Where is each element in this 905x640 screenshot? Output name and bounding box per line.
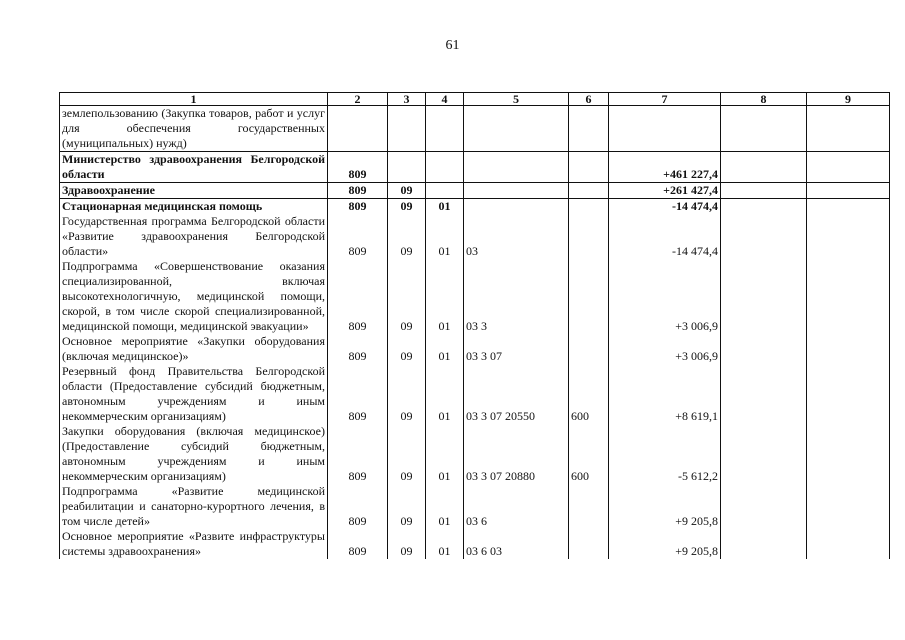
row-target-article: 03 3: [464, 259, 569, 334]
row-subsection: [426, 106, 464, 152]
row-expense-type: [569, 199, 609, 215]
row-name: Резервный фонд Правительства Белгородской области (Предоставление субсидий бюджетным, автономным учреждениям и иным некоммерческим организациям): [60, 364, 328, 424]
table-row: [60, 152, 890, 183]
row-section: 09: [388, 529, 426, 559]
table-row: [60, 364, 890, 424]
table-row: [60, 334, 890, 364]
row-name: Стационарная медицинская помощь: [60, 199, 328, 215]
row-empty-cell: [721, 364, 807, 424]
row-name: Здравоохранение: [60, 183, 328, 199]
row-amount: +261 427,4: [609, 183, 721, 199]
header-col-1: 1: [60, 93, 328, 106]
header-col-2: 2: [328, 93, 388, 106]
row-subsection: 01: [426, 424, 464, 484]
header-col-7: 7: [609, 93, 721, 106]
row-expense-type: [569, 484, 609, 529]
row-empty-cell: [807, 259, 890, 334]
header-col-8: 8: [721, 93, 807, 106]
row-name: Основное мероприятие «Закупки оборудования (включая медицинское)»: [60, 334, 328, 364]
table-body: [60, 106, 890, 560]
row-subsection: 01: [426, 484, 464, 529]
row-empty-cell: [721, 214, 807, 259]
row-expense-type: [569, 259, 609, 334]
row-amount: +461 227,4: [609, 152, 721, 183]
header-col-9: 9: [807, 93, 890, 106]
row-expense-type: [569, 214, 609, 259]
row-section: 09: [388, 259, 426, 334]
row-gr-code: 809: [328, 152, 388, 183]
row-amount: +3 006,9: [609, 259, 721, 334]
row-gr-code: 809: [328, 364, 388, 424]
table-row: [60, 259, 890, 334]
row-amount: [609, 106, 721, 152]
row-name: Подпрограмма «Развитие медицинской реабилитации и санаторно-курортного лечения, в том числе детей»: [60, 484, 328, 529]
row-empty-cell: [807, 529, 890, 559]
header-col-6: 6: [569, 93, 609, 106]
header-col-5: 5: [464, 93, 569, 106]
row-amount: +3 006,9: [609, 334, 721, 364]
row-subsection: [426, 152, 464, 183]
row-empty-cell: [721, 259, 807, 334]
row-amount: -14 474,4: [609, 214, 721, 259]
row-section: 09: [388, 424, 426, 484]
row-target-article: [464, 199, 569, 215]
row-subsection: 01: [426, 334, 464, 364]
row-expense-type: [569, 183, 609, 199]
row-name: землепользованию (Закупка товаров, работ и услуг для обеспечения государственных (муниципальных) нужд): [60, 106, 328, 152]
row-empty-cell: [807, 334, 890, 364]
row-empty-cell: [807, 214, 890, 259]
row-expense-type: [569, 152, 609, 183]
row-section: 09: [388, 183, 426, 199]
row-section: 09: [388, 364, 426, 424]
page-number: 61: [445, 38, 460, 53]
row-gr-code: 809: [328, 484, 388, 529]
header-col-4: 4: [426, 93, 464, 106]
row-amount: +9 205,8: [609, 529, 721, 559]
row-empty-cell: [721, 199, 807, 215]
table-row: [60, 529, 890, 559]
row-empty-cell: [721, 334, 807, 364]
row-subsection: 01: [426, 214, 464, 259]
row-expense-type: 600: [569, 364, 609, 424]
row-section: [388, 106, 426, 152]
budget-table: [59, 92, 890, 559]
row-gr-code: 809: [328, 183, 388, 199]
table-header-row: [60, 93, 890, 106]
row-gr-code: [328, 106, 388, 152]
row-name: Подпрограмма «Совершенствование оказания специализированной, включая высокотехнологичную, медицинской помощи, скорой, в том числе скорой специализированной, медицинской помощи, медицинской эвакуации»: [60, 259, 328, 334]
row-subsection: 01: [426, 199, 464, 215]
row-target-article: 03 3 07: [464, 334, 569, 364]
table-row: [60, 183, 890, 199]
table-row: [60, 106, 890, 152]
row-subsection: 01: [426, 364, 464, 424]
row-gr-code: 809: [328, 334, 388, 364]
table-row: [60, 424, 890, 484]
row-empty-cell: [807, 152, 890, 183]
row-empty-cell: [721, 484, 807, 529]
row-name: Основное мероприятие «Развите инфраструктуры системы здравоохранения»: [60, 529, 328, 559]
row-gr-code: 809: [328, 214, 388, 259]
row-empty-cell: [807, 106, 890, 152]
row-amount: +9 205,8: [609, 484, 721, 529]
table-row: [60, 199, 890, 215]
row-target-article: [464, 183, 569, 199]
row-section: 09: [388, 214, 426, 259]
row-empty-cell: [721, 152, 807, 183]
row-section: 09: [388, 484, 426, 529]
row-gr-code: 809: [328, 424, 388, 484]
row-name: Закупки оборудования (включая медицинское) (Предоставление субсидий бюджетным, автономным учреждениям и иным некоммерческим организациям): [60, 424, 328, 484]
row-section: 09: [388, 199, 426, 215]
row-amount: -14 474,4: [609, 199, 721, 215]
table-row: [60, 214, 890, 259]
row-expense-type: [569, 334, 609, 364]
row-subsection: 01: [426, 259, 464, 334]
row-section: 09: [388, 334, 426, 364]
row-empty-cell: [721, 529, 807, 559]
row-target-article: 03: [464, 214, 569, 259]
row-gr-code: 809: [328, 529, 388, 559]
row-amount: -5 612,2: [609, 424, 721, 484]
row-name: Государственная программа Белгородской области «Развитие здравоохранения Белгородской области»: [60, 214, 328, 259]
row-empty-cell: [807, 183, 890, 199]
row-empty-cell: [721, 183, 807, 199]
table-row: [60, 484, 890, 529]
row-subsection: [426, 183, 464, 199]
row-expense-type: [569, 106, 609, 152]
row-empty-cell: [807, 199, 890, 215]
row-empty-cell: [807, 484, 890, 529]
row-amount: +8 619,1: [609, 364, 721, 424]
row-gr-code: 809: [328, 199, 388, 215]
row-target-article: 03 3 07 20550: [464, 364, 569, 424]
row-empty-cell: [807, 424, 890, 484]
row-target-article: 03 6 03: [464, 529, 569, 559]
row-expense-type: 600: [569, 424, 609, 484]
row-expense-type: [569, 529, 609, 559]
row-empty-cell: [807, 364, 890, 424]
row-name: Министерство здравоохранения Белгородской области: [60, 152, 328, 183]
row-target-article: 03 6: [464, 484, 569, 529]
row-section: [388, 152, 426, 183]
header-col-3: 3: [388, 93, 426, 106]
row-empty-cell: [721, 424, 807, 484]
row-target-article: [464, 106, 569, 152]
row-target-article: 03 3 07 20880: [464, 424, 569, 484]
row-gr-code: 809: [328, 259, 388, 334]
row-subsection: 01: [426, 529, 464, 559]
row-empty-cell: [721, 106, 807, 152]
row-target-article: [464, 152, 569, 183]
